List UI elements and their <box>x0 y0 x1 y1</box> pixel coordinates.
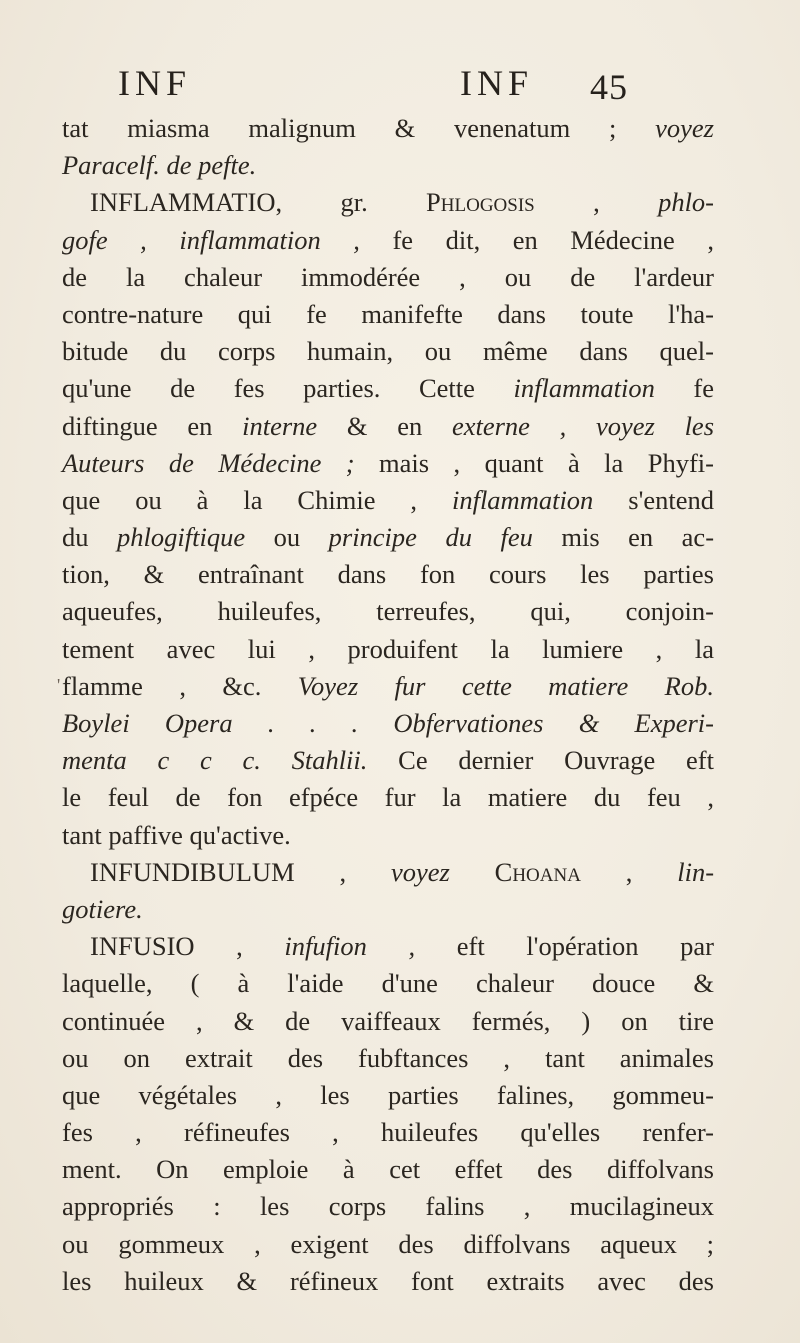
text-run: flamme , &c. <box>62 670 298 701</box>
text-line <box>62 370 714 407</box>
page-number: 45 <box>590 67 628 107</box>
text-line <box>62 556 714 593</box>
text-line <box>62 1263 714 1300</box>
text-line <box>62 333 714 370</box>
text-run: bitude du corps humain, ou même dans quel- <box>62 336 714 367</box>
text-line <box>62 445 714 482</box>
text-run-italic: Paracelf. de pefte. <box>62 150 257 181</box>
text-run: Ce dernier Ouvrage eft <box>367 745 714 776</box>
text-run: mis en ac- <box>532 522 715 553</box>
text-run-italic: interne <box>242 410 318 441</box>
text-line <box>62 705 714 742</box>
text-run: s'entend <box>593 484 714 515</box>
headword: INFLAMMATIO, gr. <box>90 187 427 218</box>
text-run: , <box>534 187 659 218</box>
headword: INFUSIO , <box>90 931 285 962</box>
text-run: & en <box>317 410 452 441</box>
text-run: tat miasma malignum & venenatum ; <box>62 113 656 143</box>
text-line <box>62 110 714 147</box>
text-run: fe dit, en Médecine , <box>359 224 715 255</box>
text-run-italic: inflammation <box>513 373 655 404</box>
text-run: contre-nature qui fe manifefte dans toute l'ha- <box>62 298 714 329</box>
text-line <box>62 593 714 630</box>
text-line <box>62 779 714 816</box>
text-line <box>62 742 714 779</box>
text-run-italic: externe , voyez les <box>451 410 715 441</box>
text-line <box>62 1003 714 1040</box>
text-line <box>62 891 714 928</box>
text-run: de la chaleur immodérée , ou de l'ardeur <box>62 261 714 292</box>
text-line <box>62 668 714 705</box>
text-run: , <box>580 856 678 887</box>
text-run-italic: principe du feu <box>328 522 533 553</box>
text-run: aqueufes, huileufes, terreufes, qui, conjoin- <box>62 596 714 627</box>
text-run: le feul de fon efpéce fur la matiere du feu , <box>62 782 714 813</box>
headword: INFUNDIBULUM , <box>90 856 391 887</box>
text-line <box>62 817 714 854</box>
text-run-italic: phlogiftique <box>117 522 246 553</box>
text-run: diftingue en <box>62 410 243 441</box>
text-run-smallcaps: Choana <box>494 856 581 887</box>
text-run: laquelle, ( à l'aide d'une chaleur douce & <box>62 968 714 999</box>
text-line <box>62 482 714 519</box>
text-run: ou <box>245 522 329 553</box>
header-right-word: INF <box>460 63 534 103</box>
text-run: appropriés : les corps falins , mucilagineux <box>62 1191 714 1222</box>
text-run: que végétales , les parties falines, gommeu- <box>62 1079 714 1110</box>
body-text <box>62 110 714 1300</box>
text-run-italic: Voyez fur cette matiere Rob. <box>297 670 714 701</box>
text-run-italic: voyez <box>390 856 450 887</box>
text-run <box>450 857 495 887</box>
text-line <box>62 1226 714 1263</box>
text-run: ou on extrait des fubftances , tant animales <box>62 1042 714 1073</box>
text-run: que ou à la Chimie , <box>62 484 452 515</box>
text-run-italic: Boylei Opera . . . Obfervationes & Experi- <box>62 708 714 738</box>
text-run: tion, & entraînant dans fon cours les parties <box>62 559 714 590</box>
text-run-italic: menta c c c. Stahlii. <box>62 745 368 776</box>
text-line <box>62 259 714 296</box>
text-run: fe <box>654 373 715 404</box>
text-run: continuée , & de vaiffeaux fermés, ) on tire <box>62 1005 714 1036</box>
text-run-italic: gotiere. <box>62 893 143 924</box>
text-line <box>62 1114 714 1151</box>
text-line <box>62 519 714 556</box>
entry-infundibulum <box>62 854 714 891</box>
text-line <box>62 147 714 184</box>
text-line <box>62 1077 714 1114</box>
text-run-italic: infufion , <box>284 931 416 962</box>
text-run: ou gommeux , exigent des diffolvans aqueux ; <box>62 1228 714 1259</box>
text-run-italic: phlo- <box>658 187 714 218</box>
text-run: du <box>62 522 118 553</box>
text-run-italic: voyez <box>655 113 714 143</box>
text-run-smallcaps: Phlogosis <box>426 187 535 218</box>
text-line <box>62 1188 714 1225</box>
text-run-italic: Auteurs de Médecine ; <box>62 447 355 478</box>
entry-infusio <box>62 928 714 965</box>
text-run: tant paffive qu'active. <box>62 819 291 850</box>
text-line <box>62 1151 714 1188</box>
text-line <box>62 222 714 259</box>
text-run-italic: gofe , inflammation , <box>62 224 360 255</box>
entry-inflammatio <box>62 184 714 221</box>
text-line <box>62 631 714 668</box>
text-run: les huileux & réfineux font extraits avec des <box>62 1265 714 1296</box>
margin-mark: ' <box>57 675 61 695</box>
text-run-italic: lin- <box>677 856 715 887</box>
text-run: ment. On emploie à cet effet des diffolvans <box>62 1154 714 1185</box>
text-line <box>62 1040 714 1077</box>
text-run: fes , réfineufes , huileufes qu'elles renfer- <box>62 1117 714 1148</box>
running-header <box>0 62 800 112</box>
text-line <box>62 965 714 1002</box>
text-run: mais , quant à la Phyfi- <box>354 447 714 478</box>
text-line <box>62 296 714 333</box>
text-line <box>62 408 714 445</box>
text-run: eft l'opération par <box>415 931 714 962</box>
text-run: qu'une de fes parties. Cette <box>62 373 514 404</box>
header-left-word: INF <box>118 63 192 103</box>
text-run: tement avec lui , produifent la lumiere , la <box>62 633 714 664</box>
text-run-italic: inflammation <box>451 484 594 515</box>
